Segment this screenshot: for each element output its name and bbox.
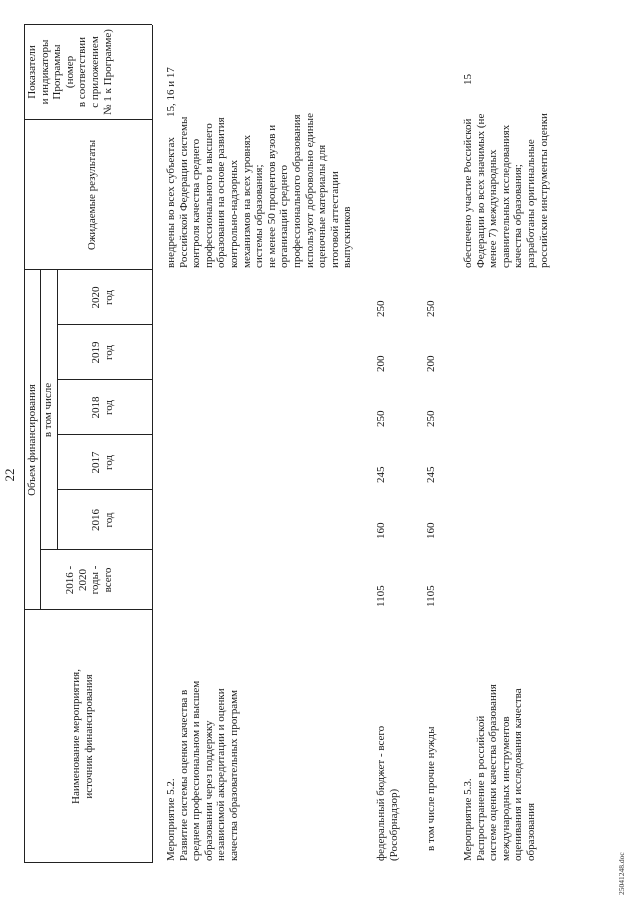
header-in-that-number: в том числе [42, 382, 54, 438]
col-border-total [24, 609, 152, 610]
other-needs-label: в том числе прочие нужды [425, 726, 437, 851]
header-bottom-border [152, 25, 153, 863]
funding-subheader-line [40, 270, 41, 610]
federal-budget-total: 1105 [375, 585, 387, 607]
federal-budget-2017: 245 [375, 466, 387, 483]
header-indicators-col: Показатели и индикаторы Программы (номер в соответствии с приложением № 1 к Программе) [26, 29, 114, 115]
measure-5-3-name: Мероприятие 5.3. Распространение в российской системе оценки качества образования международных инструментов оценивания и исследования качества образования [462, 684, 537, 861]
page-number: 22 [2, 468, 17, 482]
measure-5-3-indicators: 15 [462, 74, 474, 85]
col-border-left [24, 862, 152, 863]
measure-5-3-results: обеспечено участие Российской Федерации во всех значимых (не менее 7) международных сравнительных исследованиях качества образования; разработаны оригинальные российские инструменты оценки [462, 113, 550, 268]
federal-budget-label: федеральный бюджет - всего (Рособрнадзор) [375, 725, 400, 861]
header-funding-group: Объем финансирования [26, 384, 38, 496]
other-needs-2020: 250 [425, 300, 437, 317]
header-year-2019: 2019 год [90, 341, 115, 364]
col-border-right [24, 24, 152, 25]
col-border-2018 [57, 434, 152, 435]
measure-5-2-results: внедрены во всех субъектах Российской Федерации системы контроля качества среднего профессионального и высшего образования на основе развития контрольно-надзорных механизмов на всех уровнях системы образования; не менее 50 процентов вузов и организаций среднего профессионального образования используют добровольно единые оценочные материалы для итоговой аттестации выпускников [165, 113, 354, 268]
header-year-2018: 2018 год [90, 396, 115, 419]
col-border-2017 [57, 489, 152, 490]
other-needs-2016: 160 [425, 522, 437, 539]
measure-5-2-name: Мероприятие 5.2. Развитие системы оценки качества в среднем профессиональном и высшем образовании через поддержку независимой аккредитации и оценки качества образовательных программ [165, 680, 240, 861]
measure-5-2-indicators: 15, 16 и 17 [165, 67, 177, 117]
header-results-col: Ожидаемые результаты [86, 139, 98, 251]
header-year-2020: 2020 год [90, 286, 115, 309]
col-border-2016 [40, 549, 152, 550]
other-needs-2018: 250 [425, 410, 437, 427]
federal-budget-2016: 160 [375, 522, 387, 539]
col-border-2020 [57, 324, 152, 325]
other-needs-2019: 200 [425, 355, 437, 372]
col-border-indicators [24, 119, 152, 120]
in-that-number-line [57, 270, 58, 550]
header-total-col: 2016 - 2020 годы - всего [64, 565, 114, 595]
federal-budget-2019: 200 [375, 355, 387, 372]
table-top-border [24, 25, 25, 863]
other-needs-2017: 245 [425, 466, 437, 483]
doc-code: 25041248.doc [617, 852, 626, 895]
header-name-col: Наименование мероприятия, источник финансирования [70, 669, 95, 804]
federal-budget-2020: 250 [375, 300, 387, 317]
other-needs-total: 1105 [425, 585, 437, 607]
header-year-2016: 2016 год [90, 509, 115, 531]
header-year-2017: 2017 год [90, 451, 115, 474]
federal-budget-2018: 250 [375, 410, 387, 427]
col-border-2019 [57, 379, 152, 380]
